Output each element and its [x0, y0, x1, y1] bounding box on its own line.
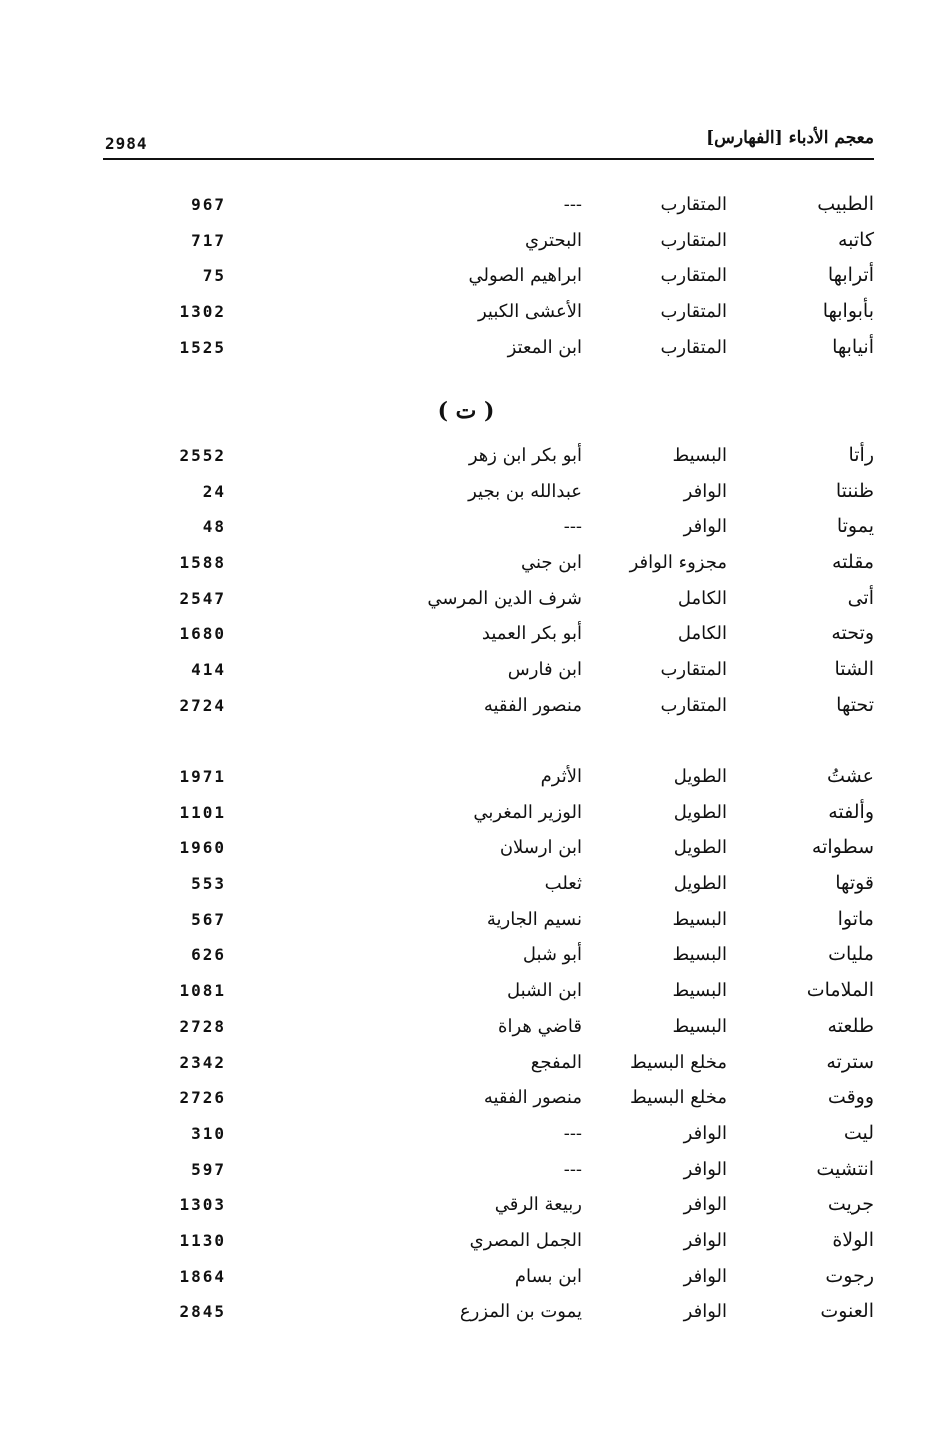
rhyme-word: الولاة [832, 1228, 874, 1251]
rhyme-word: ليت [843, 1121, 874, 1144]
meter-name: المتقارب [660, 265, 727, 287]
index-row [0, 902, 932, 938]
poet-name: عبدالله بن بجير [468, 480, 582, 502]
meter-name: الوافر [683, 1158, 727, 1180]
page-reference: 1302 [179, 302, 226, 322]
page-reference: 1303 [179, 1195, 226, 1215]
page-reference: 2552 [179, 446, 226, 465]
page-reference: 553 [191, 874, 226, 894]
meter-name: المتقارب [660, 194, 727, 215]
page-reference: 1101 [179, 802, 226, 822]
page-reference: 597 [191, 1159, 226, 1179]
poet-name: الوزير المغربي [473, 801, 582, 823]
poet-name: يموت بن المزرع [459, 1301, 582, 1323]
index-row [0, 688, 932, 724]
rhyme-word: وألفته [828, 800, 874, 823]
page-reference: 2342 [179, 1052, 226, 1072]
index-row [0, 509, 932, 545]
meter-name: الكامل [677, 587, 727, 609]
meter-name: الوافر [683, 516, 727, 538]
index-row [0, 1223, 932, 1259]
meter-name: مخلع البسيط [629, 1087, 727, 1109]
rhyme-word: الملامات [806, 979, 874, 1002]
meter-name: مخلع البسيط [629, 1051, 727, 1073]
rhyme-word: سترته [826, 1050, 874, 1073]
rhyme-word: ظننتا [835, 479, 874, 502]
poet-name: نسيم الجارية [486, 908, 582, 930]
meter-name: المتقارب [660, 229, 727, 251]
rhyme-word: تحتها [836, 693, 874, 716]
header-rule [103, 158, 874, 160]
index-row [0, 866, 932, 902]
poet-name: ابراهيم الصولي [468, 265, 582, 287]
meter-name: البسيط [672, 944, 727, 966]
running-title: معجم الأدباء [الفهارس] [706, 128, 874, 148]
page-reference: 2547 [179, 588, 226, 608]
index-row [0, 438, 932, 474]
meter-name: الطويل [673, 801, 727, 823]
page-reference: 1081 [179, 981, 226, 1001]
rhyme-word: أترابها [827, 264, 874, 287]
index-row [0, 973, 932, 1009]
meter-name: الوافر [683, 480, 727, 502]
index-row [0, 616, 932, 652]
meter-name: البسيط [672, 980, 727, 1002]
page-reference: 967 [191, 195, 226, 214]
poet-name: قاضي هراة [498, 1015, 582, 1037]
index-row [0, 795, 932, 831]
index-row [0, 1009, 932, 1045]
index-row [0, 830, 932, 866]
rhyme-word: انتشيت [816, 1157, 874, 1180]
poet-name: أبو بكر العميد [481, 623, 582, 645]
meter-name: الوافر [683, 1265, 727, 1287]
page-reference: 717 [191, 230, 226, 250]
index-row [0, 223, 932, 259]
index-row [0, 187, 932, 223]
rhyme-word: ماتوا [837, 907, 874, 930]
rhyme-word: جريت [827, 1193, 874, 1216]
page-reference: 2728 [179, 1016, 226, 1036]
page-reference: 2724 [179, 695, 226, 715]
rhyme-word: طلعته [827, 1014, 874, 1037]
index-row [0, 1187, 932, 1223]
poet-name: ابن الشبل [506, 980, 582, 1002]
meter-name: مجزوء الوافر [629, 552, 727, 574]
index-row [0, 652, 932, 688]
index-row [0, 294, 932, 330]
meter-name: البسيط [672, 445, 727, 466]
page-reference: 2726 [179, 1088, 226, 1108]
poet-name: منصور الفقيه [483, 694, 582, 716]
poet-name: ابن فارس [507, 659, 582, 681]
meter-name: المتقارب [660, 336, 727, 358]
meter-name: الطويل [673, 837, 727, 859]
page-reference: 2845 [179, 1302, 226, 1322]
rhyme-word: الشتا [834, 658, 874, 681]
poet-name: ابن جني [521, 552, 582, 574]
poet-name: أبو بكر ابن زهر [468, 445, 582, 466]
poet-name: الجمل المصري [469, 1229, 582, 1251]
rhyme-word: سطواته [811, 836, 874, 859]
rhyme-word: مليات [828, 943, 874, 966]
page-reference: 48 [202, 517, 226, 537]
page-reference: 567 [191, 909, 226, 929]
rhyme-word: وتحته [831, 622, 874, 645]
meter-name: الكامل [677, 623, 727, 645]
page-reference: 1680 [179, 624, 226, 644]
meter-name: البسيط [672, 1015, 727, 1037]
meter-name: الوافر [683, 1301, 727, 1323]
index-section-2 [0, 438, 932, 724]
meter-name: البسيط [672, 908, 727, 930]
page-reference: 1971 [179, 767, 226, 786]
index-row [0, 474, 932, 510]
page-reference: 1130 [179, 1230, 226, 1250]
rhyme-word: يموتا [836, 515, 874, 538]
page-number: 2984 [105, 134, 148, 153]
poet-name: أبو شبل [522, 944, 582, 966]
index-row [0, 1294, 932, 1330]
poet-name: البحتري [525, 229, 582, 251]
poet-name: ابن بسام [514, 1265, 582, 1287]
index-row [0, 581, 932, 617]
index-row [0, 1259, 932, 1295]
index-row [0, 759, 932, 795]
page-reference: 626 [191, 945, 226, 965]
index-row [0, 545, 932, 581]
meter-name: الوافر [683, 1122, 727, 1144]
poet-name: --- [563, 194, 582, 215]
page-reference: 1588 [179, 553, 226, 573]
rhyme-word: عشتُ [827, 765, 874, 787]
rhyme-word: رجوت [825, 1264, 874, 1287]
page-reference: 1525 [179, 337, 226, 357]
rhyme-word: أتى [847, 586, 874, 609]
rhyme-word: أنيابها [832, 335, 874, 358]
rhyme-word: الطبيب [817, 193, 874, 215]
rhyme-word: كاتبه [837, 228, 874, 251]
rhyme-word: قوتها [835, 872, 874, 895]
poet-name: --- [563, 1122, 582, 1144]
poet-name: الأعشى الكبير [477, 301, 582, 323]
meter-name: الطويل [673, 873, 727, 895]
index-section-1 [0, 187, 932, 365]
page-reference: 1864 [179, 1266, 226, 1286]
index-row [0, 1116, 932, 1152]
index-row [0, 258, 932, 294]
index-row [0, 937, 932, 973]
meter-name: الوافر [683, 1194, 727, 1216]
poet-name: شرف الدين المرسي [427, 587, 582, 609]
page-reference: 75 [202, 266, 226, 286]
meter-name: الوافر [683, 1229, 727, 1251]
rhyme-word: رأتا [848, 444, 874, 466]
page-reference: 310 [191, 1123, 226, 1143]
poet-name: --- [563, 516, 582, 538]
poet-name: منصور الفقيه [483, 1087, 582, 1109]
index-row [0, 1152, 932, 1188]
poet-name: الأثرم [540, 766, 582, 787]
rhyme-word: العنوت [820, 1300, 874, 1323]
meter-name: المتقارب [660, 694, 727, 716]
letter-heading: ( ت ) [437, 398, 495, 424]
rhyme-word: بأبوابها [822, 300, 874, 323]
meter-name: الطويل [673, 766, 727, 787]
rhyme-word: مقلته [832, 551, 874, 574]
poet-name: ربيعة الرقي [494, 1194, 582, 1216]
page-reference: 24 [202, 481, 226, 501]
rhyme-word: ووقت [827, 1086, 874, 1109]
poet-name: ابن ارسلان [499, 837, 582, 859]
poet-name: --- [563, 1158, 582, 1180]
page-reference: 1960 [179, 838, 226, 858]
meter-name: المتقارب [660, 301, 727, 323]
meter-name: المتقارب [660, 659, 727, 681]
index-row [0, 330, 932, 366]
poet-name: ابن المعتز [507, 336, 582, 358]
page-reference: 414 [191, 660, 226, 680]
poet-name: المفجع [530, 1051, 582, 1073]
poet-name: ثعلب [544, 873, 582, 895]
index-row [0, 1045, 932, 1081]
index-row [0, 1080, 932, 1116]
index-section-3 [0, 759, 932, 1330]
